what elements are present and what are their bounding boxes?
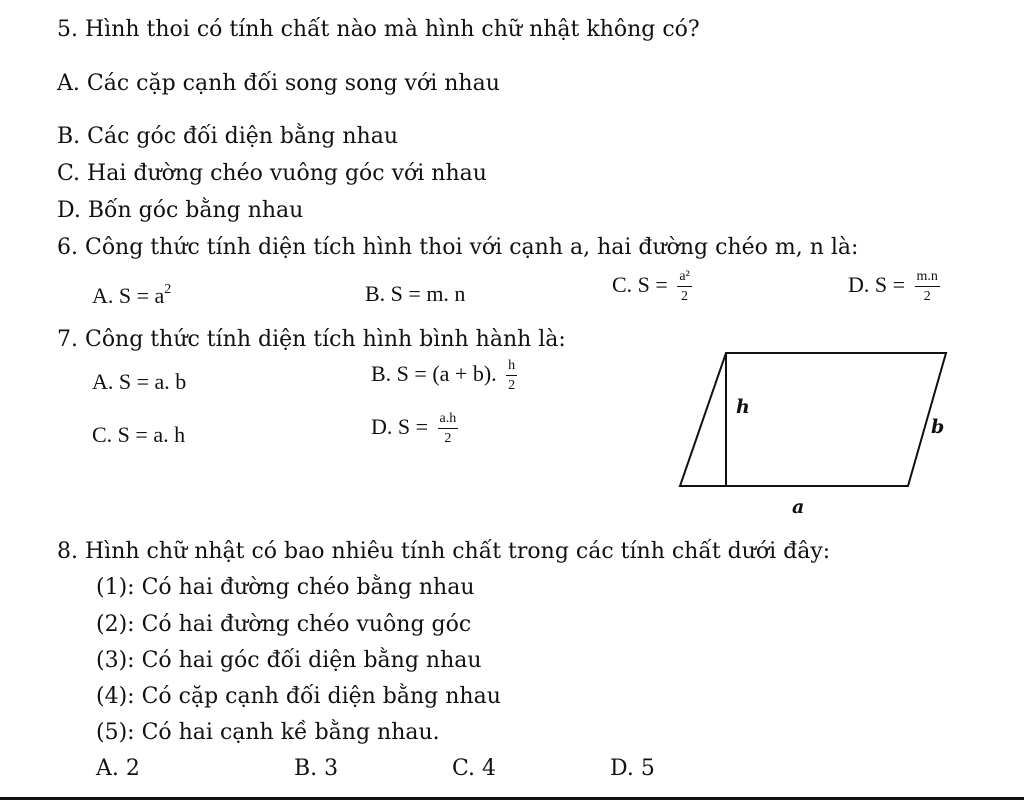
q8-option-c: C. 4 xyxy=(452,756,497,781)
q8-option-a: A. 2 xyxy=(96,756,140,781)
fraction-numerator: a² xyxy=(677,270,691,287)
q7-option-a: A. S = a. b xyxy=(92,369,187,394)
q6-option-c xyxy=(612,270,692,304)
q6-stem: 6. Công thức tính diện tích hình thoi với cạnh a, hai đường chéo m, n là: xyxy=(57,235,859,260)
q7-stem: 7. Công thức tính diện tích hình bình hành là: xyxy=(57,327,566,352)
q7-option-d-text: D. S = xyxy=(371,414,429,440)
q6-option-b: B. S = m. n xyxy=(365,281,466,306)
parallelogram-shape xyxy=(680,353,946,486)
q7-option-c: C. S = a. h xyxy=(92,422,186,447)
fraction-denominator: 2 xyxy=(444,431,452,446)
fraction-denominator: 2 xyxy=(681,289,689,304)
q6-option-d-fraction xyxy=(915,270,940,304)
bottom-divider xyxy=(0,797,1024,800)
q8-property-1: (1): Có hai đường chéo bằng nhau xyxy=(96,575,475,600)
q6-option-a-text: A. S = a xyxy=(92,283,165,308)
q7-option-d xyxy=(371,412,458,446)
fraction-numerator: m.n xyxy=(915,270,940,287)
q6-option-c-fraction xyxy=(677,270,691,304)
q7-option-d-fraction xyxy=(438,412,459,446)
q5-option-c: C. Hai đường chéo vuông góc với nhau xyxy=(57,161,487,186)
q8-stem: 8. Hình chữ nhật có bao nhiêu tính chất trong các tính chất dưới đây: xyxy=(57,539,831,564)
q7-option-b-text: B. S = (a + b). xyxy=(371,361,497,387)
q8-option-b: B. 3 xyxy=(294,756,339,781)
q8-option-d: D. 5 xyxy=(610,756,655,781)
parallelogram-figure xyxy=(676,345,966,525)
label-a: a xyxy=(792,496,805,518)
q6-option-c-text: C. S = xyxy=(612,272,668,298)
q7-option-b xyxy=(371,359,517,393)
q8-property-3: (3): Có hai góc đối diện bằng nhau xyxy=(96,648,482,673)
q6-option-d xyxy=(848,270,940,304)
fraction-denominator: 2 xyxy=(923,289,931,304)
fraction-numerator: a.h xyxy=(438,412,459,429)
q8-property-5: (5): Có hai cạnh kề bằng nhau. xyxy=(96,720,440,745)
q6-option-d-text: D. S = xyxy=(848,272,906,298)
q6-option-a-exponent: 2 xyxy=(164,282,172,297)
q8-property-4: (4): Có cặp cạnh đối diện bằng nhau xyxy=(96,684,501,709)
q5-option-d: D. Bốn góc bằng nhau xyxy=(57,198,304,223)
q7-option-b-fraction xyxy=(506,359,517,393)
q5-option-b: B. Các góc đối diện bằng nhau xyxy=(57,124,398,149)
label-h: h xyxy=(736,396,750,418)
q8-property-2: (2): Có hai đường chéo vuông góc xyxy=(96,612,472,637)
fraction-denominator: 2 xyxy=(508,378,516,393)
label-b: b xyxy=(931,416,945,438)
q6-option-a xyxy=(92,283,171,307)
fraction-numerator: h xyxy=(506,359,517,376)
q5-option-a: A. Các cặp cạnh đối song song với nhau xyxy=(57,71,500,96)
q5-stem: 5. Hình thoi có tính chất nào mà hình chữ nhật không có? xyxy=(57,17,700,42)
